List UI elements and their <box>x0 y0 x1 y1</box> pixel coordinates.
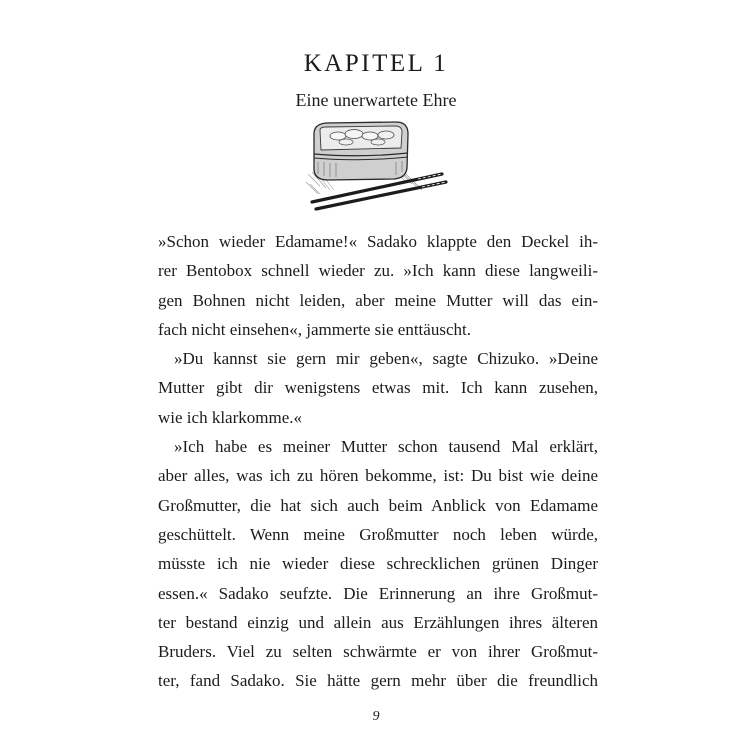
text-line: gen Bohnen nicht leiden, aber meine Mutter will das ein- <box>158 290 598 310</box>
page-number: 9 <box>372 709 380 724</box>
chapter-body-text <box>158 227 598 696</box>
text-line: aber alles, was ich zu hören bekomme, ist: Du bist wie deine <box>158 466 598 486</box>
text-line: essen.« Sadako seufzte. Die Erinnerung an ihre Großmut- <box>158 583 598 603</box>
text-line: ter bestand einzig und allein aus Erzählungen ihres älteren <box>158 612 598 632</box>
text-line: geschüttelt. Wenn meine Großmutter noch leben würde, <box>158 524 598 544</box>
chapter-heading: KAPITEL 1 <box>303 50 449 77</box>
text-line: Großmutter, die hat sich auch beim Anblick von Edamame <box>158 495 598 515</box>
bento-box-with-chopsticks-icon <box>300 112 450 216</box>
text-line: ter, fand Sadako. Sie hätte gern mehr über die freundlich <box>158 671 598 691</box>
text-line: »Du kannst sie gern mir geben«, sagte Chizuko. »Deine <box>174 349 598 369</box>
chapter-title: Eine unerwartete Ehre <box>295 90 457 110</box>
text-line: Mutter gibt dir wenigstens etwas mit. Ich kann zusehen, <box>158 378 598 398</box>
text-line: fach nicht einsehen«, jammerte sie enttäuscht. <box>158 319 471 339</box>
text-line: rer Bentobox schnell wieder zu. »Ich kann diese langweili- <box>158 261 598 281</box>
text-line: »Schon wieder Edamame!« Sadako klappte den Deckel ih- <box>158 232 598 251</box>
text-line: wie ich klarkomme.« <box>158 407 302 427</box>
text-line: Bruders. Viel zu selten schwärmte er von ihrer Großmut- <box>158 642 598 662</box>
text-line: müsste ich nie wieder diese schrecklichen grünen Dinger <box>158 554 598 574</box>
text-line: »Ich habe es meiner Mutter schon tausend Mal erklärt, <box>174 437 598 457</box>
